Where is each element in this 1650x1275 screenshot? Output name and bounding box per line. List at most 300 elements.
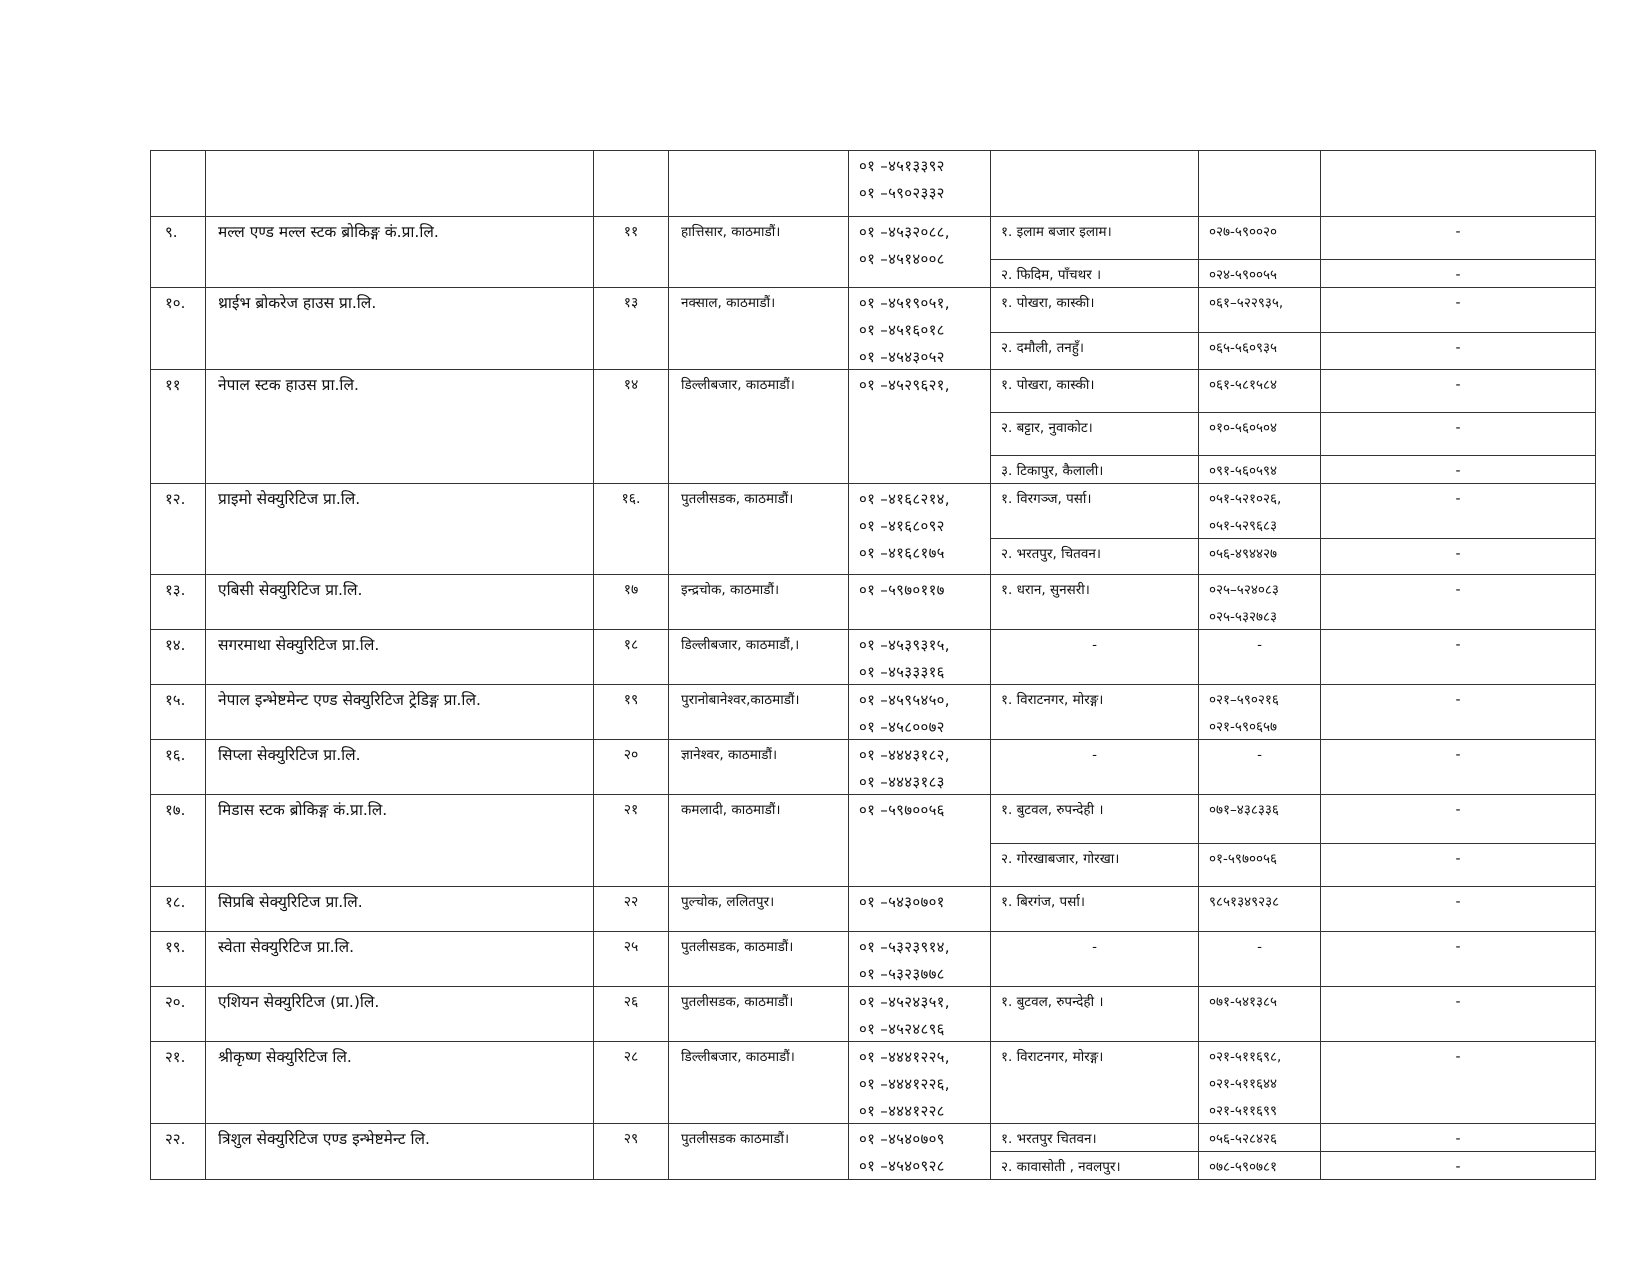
branch-phone-cell <box>1199 539 1321 575</box>
head-office-phone-cell-text: ०१ –४१६८२१४, <box>859 490 950 508</box>
serial-number-cell <box>151 987 206 1042</box>
branch-location-cell-text <box>991 151 1198 154</box>
head-office-phone-cell-text: ०१ –४५९५४५०, <box>859 691 950 709</box>
branch-location-cell-text: १. भरतपुर चितवन। <box>1001 1131 1097 1147</box>
table-row <box>151 484 1596 539</box>
remarks-cell <box>1321 987 1596 1042</box>
branch-location-cell <box>991 413 1199 456</box>
broker-name-cell <box>206 740 594 795</box>
branch-location-cell <box>991 630 1199 685</box>
broker-code-cell <box>594 685 669 740</box>
table-row <box>151 575 1596 630</box>
remarks-cell-text: - <box>1455 295 1461 311</box>
serial-number-cell-text: १८. <box>165 893 186 911</box>
broker-code-cell <box>594 987 669 1042</box>
address-cell <box>669 630 849 685</box>
head-office-phone-cell-text: ०१ –४५४०९२८ <box>859 1157 945 1175</box>
branch-location-cell-text: २. फिदिम, पाँचथर । <box>1001 267 1102 283</box>
remarks-cell-text: - <box>1455 546 1461 562</box>
branch-location-cell <box>991 795 1199 844</box>
branch-phone-cell <box>1199 484 1321 539</box>
head-office-phone-cell-text: ०१ –४५८००७२ <box>859 718 945 736</box>
head-office-phone-cell-text: ०१ –४४४१२२५, <box>859 1048 950 1066</box>
branch-phone-cell-text: - <box>1257 939 1262 955</box>
head-office-phone-cell-text: ०१ –४१६८०९२ <box>859 517 945 535</box>
broker-code-cell <box>594 887 669 932</box>
branch-phone-cell <box>1199 288 1321 333</box>
broker-code-cell-text: १९ <box>623 692 639 708</box>
serial-number-cell-text <box>151 151 205 154</box>
address-cell <box>669 370 849 484</box>
broker-code-cell-text: ११ <box>623 224 639 240</box>
broker-name-cell <box>206 288 594 370</box>
broker-code-cell <box>594 484 669 575</box>
remarks-cell-text: - <box>1455 939 1461 955</box>
head-office-phone-cell <box>849 370 991 484</box>
broker-code-cell <box>594 151 669 217</box>
broker-name-cell-text: स्वेता सेक्युरिटिज प्रा.लि. <box>218 938 355 956</box>
head-office-phone-cell-text: ०१ –४५३३३१६ <box>859 663 945 681</box>
broker-name-cell-text: श्रीकृष्ण सेक्युरिटिज लि. <box>218 1048 352 1066</box>
broker-code-cell <box>594 740 669 795</box>
serial-number-cell <box>151 151 206 217</box>
remarks-cell <box>1321 740 1596 795</box>
broker-code-cell-text: २० <box>623 747 639 763</box>
address-cell <box>669 987 849 1042</box>
head-office-phone-cell-text: ०१ –४४४१२२८ <box>859 1102 945 1120</box>
remarks-cell-text: - <box>1455 994 1461 1010</box>
remarks-cell-text: - <box>1455 377 1461 393</box>
head-office-phone-cell-text: ०१ –४४४३१८३ <box>859 773 945 791</box>
serial-number-cell <box>151 575 206 630</box>
serial-number-cell-text: १६. <box>165 746 186 764</box>
remarks-cell <box>1321 151 1596 217</box>
broker-code-cell-text: १८ <box>623 637 639 653</box>
broker-code-cell <box>594 217 669 288</box>
broker-code-cell <box>594 1042 669 1124</box>
address-cell <box>669 795 849 887</box>
broker-code-cell-text: २१ <box>623 802 639 818</box>
broker-name-cell <box>206 887 594 932</box>
branch-location-cell-text: - <box>1092 637 1097 653</box>
head-office-phone-cell-text: ०१ –५९७००५६ <box>859 801 945 819</box>
serial-number-cell <box>151 484 206 575</box>
head-office-phone-cell <box>849 630 991 685</box>
branch-phone-cell-text: ०६१-५८१५८४ <box>1209 377 1278 393</box>
remarks-cell <box>1321 932 1596 987</box>
head-office-phone-cell <box>849 740 991 795</box>
serial-number-cell-text: ९. <box>165 223 178 241</box>
table-row <box>151 740 1596 795</box>
remarks-cell-text: - <box>1455 692 1461 708</box>
branch-location-cell-text: १. बुटवल, रुपन्देही । <box>1001 994 1104 1010</box>
branch-location-cell <box>991 987 1199 1042</box>
broker-code-cell-text: १७ <box>623 582 639 598</box>
branch-phone-cell-text: ०२५–५२४०८३ <box>1209 582 1279 598</box>
branch-location-cell-text: १. धरान, सुनसरी। <box>1001 582 1090 598</box>
branch-location-cell <box>991 333 1199 370</box>
branch-phone-cell-text: - <box>1257 637 1262 653</box>
branch-phone-cell <box>1199 333 1321 370</box>
remarks-cell <box>1321 1124 1596 1152</box>
broker-name-cell-text: एशियन सेक्युरिटिज (प्रा.)लि. <box>218 993 380 1011</box>
table-row <box>151 685 1596 740</box>
remarks-cell <box>1321 456 1596 484</box>
serial-number-cell <box>151 685 206 740</box>
broker-name-cell-text: त्रिशुल सेक्युरिटिज एण्ड इन्भेष्टमेन्ट लि. <box>218 1130 430 1148</box>
broker-code-cell <box>594 630 669 685</box>
table-row <box>151 1042 1596 1124</box>
broker-name-cell <box>206 370 594 484</box>
branch-location-cell-text: १. विराटनगर, मोरङ्ग। <box>1001 1049 1104 1065</box>
head-office-phone-cell-text: ०१ –४५१४००८ <box>859 250 945 268</box>
remarks-cell <box>1321 1152 1596 1180</box>
branch-phone-cell-text: ०५६-४९४४२७ <box>1209 546 1278 562</box>
branch-phone-cell-text: ०७८-५९०७८१ <box>1209 1159 1278 1175</box>
branch-phone-cell-text: ०७१–४३८३३६ <box>1209 802 1279 818</box>
branch-phone-cell <box>1199 685 1321 740</box>
serial-number-cell-text: २०. <box>165 993 186 1011</box>
branch-phone-cell-text: ०२१–५९०२१६ <box>1209 692 1279 708</box>
address-cell <box>669 575 849 630</box>
address-cell <box>669 484 849 575</box>
branch-phone-cell-text: ०२१-५११६९९ <box>1209 1103 1278 1119</box>
branch-phone-cell-text: ०६५-५६०९३५ <box>1209 340 1278 357</box>
broker-name-cell <box>206 795 594 887</box>
head-office-phone-cell-text: ०१ –४५१९०५१, <box>859 294 950 312</box>
branch-phone-cell <box>1199 260 1321 288</box>
head-office-phone-cell <box>849 151 991 217</box>
branch-location-cell-text: ३. टिकापुर, कैलाली। <box>1001 463 1104 479</box>
head-office-phone-cell-text: ०१ –५९०२३३२ <box>859 184 945 202</box>
remarks-cell-text: - <box>1455 802 1461 818</box>
branch-location-cell <box>991 844 1199 887</box>
branch-phone-cell-text: ०२७-५९००२० <box>1209 224 1278 240</box>
table-row <box>151 887 1596 932</box>
broker-name-cell-text: नेपाल स्टक हाउस प्रा.लि. <box>218 376 359 394</box>
remarks-cell <box>1321 370 1596 413</box>
address-cell <box>669 932 849 987</box>
table-row <box>151 987 1596 1042</box>
address-cell <box>669 288 849 370</box>
branch-phone-cell-text: ०२१-५९०६५७ <box>1209 719 1278 735</box>
broker-name-cell <box>206 151 594 217</box>
branch-location-cell <box>991 1152 1199 1180</box>
serial-number-cell-text: १५. <box>165 691 186 709</box>
broker-name-cell-text: सिप्ला सेक्युरिटिज प्रा.लि. <box>218 746 361 764</box>
remarks-cell <box>1321 630 1596 685</box>
branch-location-cell <box>991 887 1199 932</box>
remarks-cell <box>1321 484 1596 539</box>
head-office-phone-cell-text: ०१ –४५२४८९६ <box>859 1020 945 1038</box>
branch-phone-cell <box>1199 887 1321 932</box>
branch-location-cell <box>991 575 1199 630</box>
address-cell-text: ज्ञानेश्वर, काठमाडौं। <box>681 747 778 763</box>
broker-code-cell-text: २६ <box>623 994 639 1010</box>
head-office-phone-cell <box>849 887 991 932</box>
branch-phone-cell <box>1199 932 1321 987</box>
branch-location-cell-text: - <box>1092 747 1097 763</box>
remarks-cell-text <box>1321 151 1595 154</box>
remarks-cell-text: - <box>1455 1131 1461 1147</box>
branch-location-cell <box>991 370 1199 413</box>
broker-name-cell <box>206 630 594 685</box>
branch-phone-cell-text: ०१०-५६०५०४ <box>1209 420 1278 436</box>
branch-location-cell-text: २. कावासोती , नवलपुर। <box>1001 1159 1121 1175</box>
head-office-phone-cell-text: ०१ –४१६८१७५ <box>859 544 945 562</box>
head-office-phone-cell-text: ०१ –४५१३३९२ <box>859 157 945 175</box>
broker-code-cell <box>594 932 669 987</box>
broker-name-cell <box>206 932 594 987</box>
broker-code-cell <box>594 1124 669 1180</box>
address-cell <box>669 1042 849 1124</box>
address-cell-text: इन्द्रचोक, काठमाडौं। <box>681 582 780 598</box>
remarks-cell <box>1321 887 1596 932</box>
broker-name-cell-text: सगरमाथा सेक्युरिटिज प्रा.लि. <box>218 636 380 654</box>
remarks-cell-text: - <box>1455 747 1461 763</box>
broker-code-cell <box>594 575 669 630</box>
branch-location-cell <box>991 456 1199 484</box>
remarks-cell <box>1321 795 1596 844</box>
branch-phone-cell-text: ०५६-५२८४२६ <box>1209 1131 1278 1147</box>
head-office-phone-cell-text: ०१ –४५२९६२१, <box>859 376 950 394</box>
address-cell-text: पुतलीसडक, काठमाडौं। <box>681 939 794 955</box>
branch-location-cell <box>991 740 1199 795</box>
branch-location-cell-text: १. पोखरा, कास्की। <box>1001 377 1095 393</box>
remarks-cell-text: - <box>1455 1159 1461 1175</box>
broker-name-cell <box>206 987 594 1042</box>
broker-name-cell-text: नेपाल इन्भेष्टमेन्ट एण्ड सेक्युरिटिज ट्रेडिङ्ग प्रा.लि. <box>218 691 481 709</box>
branch-phone-cell-text: ०५१-५२१०२६, <box>1209 491 1282 507</box>
address-cell-text <box>669 151 848 154</box>
remarks-cell <box>1321 260 1596 288</box>
address-cell-text: डिल्लीबजार, काठमाडौं,। <box>681 637 800 653</box>
remarks-cell <box>1321 217 1596 260</box>
table-row <box>151 932 1596 987</box>
remarks-cell-text: - <box>1455 582 1461 598</box>
remarks-cell-text: - <box>1455 637 1461 653</box>
remarks-cell-text: - <box>1455 894 1461 910</box>
head-office-phone-cell-text: ०१ –४५३९३१५, <box>859 636 950 654</box>
branch-location-cell <box>991 217 1199 260</box>
head-office-phone-cell-text: ०१ –४५३२०८८, <box>859 223 950 241</box>
address-cell-text: हात्तिसार, काठमाडौं। <box>681 224 781 240</box>
branch-location-cell-text: १. इलाम बजार इलाम। <box>1001 224 1112 240</box>
serial-number-cell <box>151 1042 206 1124</box>
head-office-phone-cell <box>849 484 991 575</box>
serial-number-cell-text: १९. <box>165 938 186 956</box>
serial-number-cell <box>151 630 206 685</box>
broker-name-cell <box>206 1042 594 1124</box>
remarks-cell <box>1321 1042 1596 1124</box>
branch-phone-cell-text: ०९१-५६०५९४ <box>1209 463 1278 479</box>
serial-number-cell-text: १०. <box>165 294 186 312</box>
branch-location-cell-text: १. पोखरा, कास्की। <box>1001 295 1095 311</box>
broker-code-cell <box>594 370 669 484</box>
remarks-cell <box>1321 844 1596 887</box>
broker-code-cell-text: २९ <box>623 1131 639 1147</box>
branch-phone-cell-text: ०२१-५११६४४ <box>1209 1076 1278 1092</box>
table-row <box>151 217 1596 260</box>
broker-code-cell-text: २२ <box>623 894 639 910</box>
head-office-phone-cell <box>849 288 991 370</box>
broker-name-cell-text: सिप्रबि सेक्युरिटिज प्रा.लि. <box>218 893 363 911</box>
address-cell <box>669 740 849 795</box>
broker-name-cell-text: एबिसी सेक्युरिटिज प्रा.लि. <box>218 581 363 599</box>
broker-name-cell-text: प्राइमो सेक्युरिटिज प्रा.लि. <box>218 490 361 508</box>
branch-location-cell-text: २. भरतपुर, चितवन। <box>1001 546 1101 562</box>
broker-name-cell <box>206 575 594 630</box>
branch-phone-cell <box>1199 844 1321 887</box>
address-cell-text: पुरानोबानेश्वर,काठमाडौं। <box>681 692 800 708</box>
broker-code-cell-text: १४ <box>623 377 639 393</box>
head-office-phone-cell-text: ०१ –४४४३१८२, <box>859 746 950 764</box>
head-office-phone-cell <box>849 575 991 630</box>
remarks-cell-text: - <box>1455 420 1461 436</box>
head-office-phone-cell <box>849 1124 991 1180</box>
head-office-phone-cell-text: ०१ –५३२३७७८ <box>859 965 945 983</box>
branch-phone-cell <box>1199 151 1321 217</box>
branch-phone-cell-text: ०२१-५११६९८, <box>1209 1049 1282 1065</box>
branch-location-cell-text: १. बुटवल, रुपन्देही । <box>1001 802 1104 818</box>
remarks-cell-text: - <box>1455 491 1461 507</box>
broker-code-cell-text: १६. <box>621 491 641 507</box>
branch-phone-cell <box>1199 456 1321 484</box>
broker-name-cell-text: मिडास स्टक ब्रोकिङ्ग कं.प्रा.लि. <box>218 801 388 819</box>
remarks-cell <box>1321 685 1596 740</box>
remarks-cell <box>1321 539 1596 575</box>
broker-table <box>150 150 1596 1180</box>
branch-phone-cell <box>1199 1042 1321 1124</box>
address-cell-text: पुतलीसडक, काठमाडौं। <box>681 994 794 1010</box>
serial-number-cell-text: २२. <box>165 1130 186 1148</box>
head-office-phone-cell-text: ०१ –४५४०७०९ <box>859 1130 945 1148</box>
branch-location-cell-text: १. बिरगंज, पर्सा। <box>1001 894 1085 910</box>
serial-number-cell <box>151 288 206 370</box>
branch-phone-cell-text: - <box>1257 747 1262 763</box>
broker-name-cell <box>206 1124 594 1180</box>
remarks-cell-text: - <box>1455 1049 1461 1065</box>
head-office-phone-cell-text: ०१ –४४४१२२६, <box>859 1075 950 1093</box>
branch-location-cell <box>991 260 1199 288</box>
broker-name-cell <box>206 217 594 288</box>
head-office-phone-cell-text: ०१ –४५२४३५१, <box>859 993 950 1011</box>
branch-phone-cell <box>1199 370 1321 413</box>
head-office-phone-cell <box>849 987 991 1042</box>
branch-phone-cell <box>1199 217 1321 260</box>
branch-location-cell <box>991 151 1199 217</box>
broker-code-cell <box>594 795 669 887</box>
head-office-phone-cell <box>849 932 991 987</box>
head-office-phone-cell <box>849 217 991 288</box>
branch-location-cell-text: - <box>1092 939 1097 955</box>
table-row <box>151 151 1596 217</box>
branch-phone-cell <box>1199 987 1321 1042</box>
branch-location-cell-text: २. गोरखाबजार, गोरखा। <box>1001 851 1120 867</box>
broker-name-cell-text: थ्राईभ ब्रोकरेज हाउस प्रा.लि. <box>218 294 377 312</box>
branch-phone-cell <box>1199 630 1321 685</box>
branch-phone-cell-text: ०२५-५३२७८३ <box>1209 609 1278 625</box>
serial-number-cell <box>151 1124 206 1180</box>
table-row <box>151 1124 1596 1152</box>
branch-location-cell <box>991 932 1199 987</box>
remarks-cell-text: - <box>1455 340 1461 357</box>
broker-code-cell <box>594 288 669 370</box>
head-office-phone-cell-text: ०१ –५४३०७०१ <box>859 893 945 911</box>
serial-number-cell <box>151 887 206 932</box>
remarks-cell <box>1321 333 1596 370</box>
address-cell-text: पुतलीसडक काठमाडौं। <box>681 1131 790 1147</box>
branch-phone-cell-text: ९८५१३४९२३८ <box>1209 894 1280 910</box>
address-cell <box>669 217 849 288</box>
serial-number-cell-text: १३. <box>165 581 186 599</box>
branch-location-cell <box>991 288 1199 333</box>
serial-number-cell-text: २१. <box>165 1048 186 1066</box>
serial-number-cell <box>151 370 206 484</box>
address-cell <box>669 1124 849 1180</box>
branch-phone-cell-text: ०७१-५४१३८५ <box>1209 994 1278 1010</box>
broker-name-cell <box>206 484 594 575</box>
address-cell-text: पुल्चोक, ललितपुर। <box>681 894 775 910</box>
remarks-cell <box>1321 413 1596 456</box>
address-cell-text: नक्साल, काठमाडौं। <box>681 295 776 311</box>
branch-phone-cell-text: ०१-५९७००५६ <box>1209 851 1278 867</box>
branch-location-cell <box>991 1042 1199 1124</box>
serial-number-cell-text: १७. <box>165 801 186 819</box>
remarks-cell <box>1321 288 1596 333</box>
address-cell <box>669 685 849 740</box>
address-cell-text: कमलादी, काठमाडौं। <box>681 802 781 818</box>
broker-name-cell-text: मल्ल एण्ड मल्ल स्टक ब्रोकिङ्ग कं.प्रा.लि. <box>218 223 439 241</box>
table-row <box>151 370 1596 413</box>
branch-phone-cell <box>1199 1152 1321 1180</box>
address-cell-text: डिल्लीबजार, काठमाडौं। <box>681 1049 795 1065</box>
serial-number-cell-text: १४. <box>165 636 186 654</box>
head-office-phone-cell-text: ०१ –४५१६०१८ <box>859 321 945 339</box>
broker-code-cell-text <box>594 151 668 154</box>
broker-code-cell-text: १३ <box>623 295 639 311</box>
broker-code-cell-text: २८ <box>623 1049 639 1065</box>
remarks-cell-text: - <box>1455 224 1461 240</box>
address-cell <box>669 151 849 217</box>
address-cell <box>669 887 849 932</box>
broker-name-cell-text <box>206 151 593 154</box>
branch-location-cell <box>991 685 1199 740</box>
address-cell-text: डिल्लीबजार, काठमाडौं। <box>681 377 795 393</box>
table-row <box>151 630 1596 685</box>
branch-location-cell <box>991 484 1199 539</box>
branch-phone-cell <box>1199 413 1321 456</box>
serial-number-cell <box>151 932 206 987</box>
branch-location-cell <box>991 1124 1199 1152</box>
branch-phone-cell <box>1199 575 1321 630</box>
branch-phone-cell-text: ०५१-५२९६८३ <box>1209 518 1278 534</box>
head-office-phone-cell <box>849 1042 991 1124</box>
serial-number-cell-text: १२. <box>165 490 186 508</box>
branch-location-cell-text: १. विराटनगर, मोरङ्ग। <box>1001 692 1104 708</box>
branch-location-cell-text: २. बट्टार, नुवाकोट। <box>1001 420 1093 436</box>
serial-number-cell <box>151 740 206 795</box>
branch-location-cell-text: १. विरगञ्ज, पर्सा। <box>1001 491 1092 507</box>
serial-number-cell <box>151 217 206 288</box>
serial-number-cell <box>151 795 206 887</box>
broker-name-cell <box>206 685 594 740</box>
branch-phone-cell <box>1199 740 1321 795</box>
branch-phone-cell-text: ०६१–५२२९३५, <box>1209 295 1284 311</box>
remarks-cell-text: - <box>1455 463 1461 479</box>
head-office-phone-cell-text: ०१ –४५४३०५२ <box>859 348 945 366</box>
remarks-cell-text: - <box>1455 851 1461 867</box>
